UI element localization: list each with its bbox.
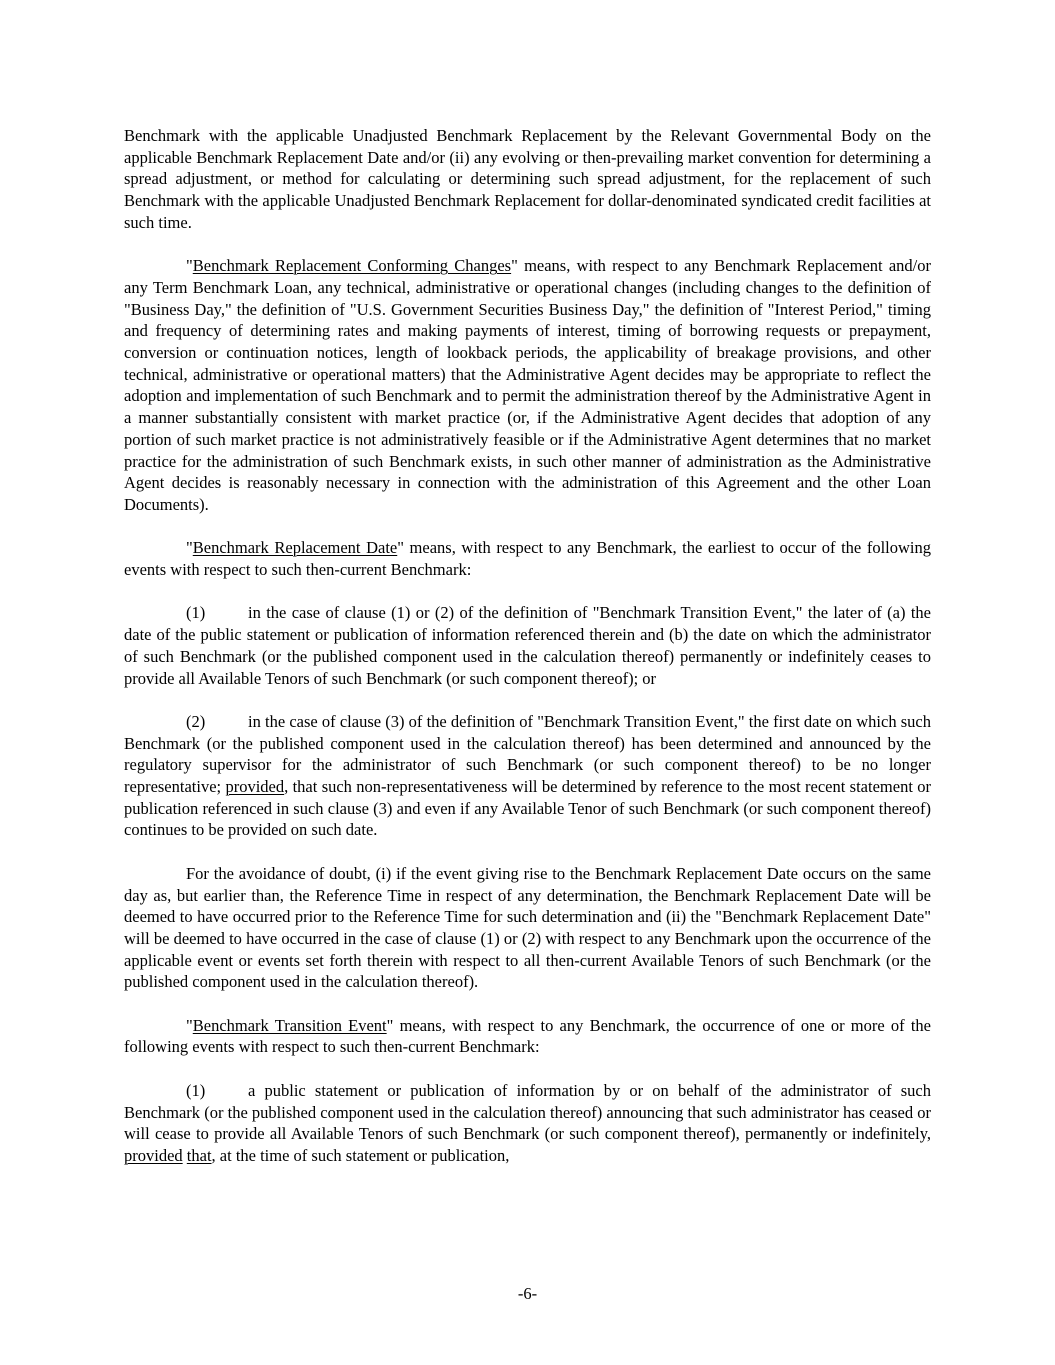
clause-text-continued: , at the time of such statement or publication, <box>211 1145 510 1165</box>
clause-item-1 <box>124 602 931 689</box>
clause-number: (2) <box>186 711 206 731</box>
quote-open: " <box>186 538 193 558</box>
definition-benchmark-replacement-date <box>124 537 931 580</box>
clause-item-1-transition <box>124 1080 931 1167</box>
proviso-term-that: that <box>186 1145 212 1165</box>
defined-term: Benchmark Transition Event <box>192 1015 387 1035</box>
defined-term: Benchmark Replacement Conforming Changes <box>192 256 512 276</box>
defined-term: Benchmark Replacement Date <box>192 538 398 558</box>
clause-text: in the case of clause (3) of the definition of "Benchmark Transition Event," the first date on which such Benchmark (or the published component used in the calculation thereof) has been determined and announced by the regulatory supervisor for the administrator of such Benchmark (or such component thereof) to be no longer representative; <box>124 711 931 797</box>
quote-open: " <box>186 1015 193 1035</box>
definition-text: " means, with respect to any Benchmark, the earliest to occur of the following events with respect to such then-current Benchmark: <box>124 538 931 580</box>
clause-number: (1) <box>186 1080 206 1100</box>
definition-benchmark-transition-event <box>124 1015 931 1058</box>
quote-open: " <box>186 256 193 276</box>
definition-text: " means, with respect to any Benchmark, the occurrence of one or more of the following events with respect to such then-current Benchmark: <box>124 1015 931 1057</box>
definition-text: " means, with respect to any Benchmark Replacement and/or any Term Benchmark Loan, any technical, administrative or operational changes (including changes to the definition of "Business Day," the definition of "U.S. Government Securities Business Day," the definition of "Interest Period," timing and frequency of determining rates and making payments of interest, timing of borrowing requests or prepayment, conversion or continuation notices, length of lookback periods, the applicability of breakage provisions, and other technical, administrative or operational matters) that the Administrative Agent decides may be appropriate to reflect the adoption and implementation of such Benchmark and to permit the administration thereof by the Administrative Agent in a manner substantially consistent with market practice (or, if the Administrative Agent decides that adoption of any portion of such market practice is not administratively feasible or if the Administrative Agent determines that no market practice for the administration of such Benchmark exists, in such other manner of administration as the Administrative Agent decides is reasonably necessary in connection with the administration of this Agreement and the other Loan Documents). <box>124 256 931 514</box>
page-number: -6- <box>517 1284 538 1303</box>
proviso-term: provided <box>124 1145 183 1165</box>
proviso-term: provided <box>225 777 285 797</box>
clause-item-2 <box>124 711 931 841</box>
clause-number: (1) <box>186 603 206 623</box>
document-body <box>124 125 931 1167</box>
paragraph-avoidance-of-doubt: For the avoidance of doubt, (i) if the event giving rise to the Benchmark Replacement Date occurs on the same day as, but earlier than, the Reference Time in respect of any determination, the Benchmark Replacement Date will be deemed to have occurred prior to the Reference Time for such determination and (ii) the "Benchmark Replacement Date" will be deemed to have occurred in the case of clause (1) or (2) with respect to any Benchmark upon the occurrence of the applicable event or events set forth therein with respect to all then-current Available Tenors of such Benchmark (or the published component used in the calculation thereof). <box>124 863 931 992</box>
definition-benchmark-replacement-conforming-changes <box>124 255 931 515</box>
paragraph-continuation: Benchmark with the applicable Unadjusted Benchmark Replacement by the Relevant Governmental Body on the applicable Benchmark Replacement Date and/or (ii) any evolving or then-prevailing market convention for determining a spread adjustment, or method for calculating or determining such spread adjustment, for the replacement of such Benchmark with the applicable Unadjusted Benchmark Replacement for dollar-denominated syndicated credit facilities at such time. <box>124 126 931 232</box>
clause-text: a public statement or publication of information by or on behalf of the administrator of such Benchmark (or the published component used in the calculation thereof) announcing that such administrator has ceased or will cease to provide all Available Tenors of such Benchmark (or such component thereof), permanently or indefinitely, <box>124 1080 931 1144</box>
clause-text: in the case of clause (1) or (2) of the definition of "Benchmark Transition Event," the later of (a) the date of the public statement or publication of information referenced therein and (b) the date on which the administrator of such Benchmark (or the published component used in the calculation thereof) permanently or indefinitely ceases to provide all Available Tenors of such Benchmark (or such component thereof); or <box>124 603 931 688</box>
clause-text-continued: , that such non-representativeness will be determined by reference to the most recent statement or publication referenced in such clause (3) and even if any Available Tenor of such Benchmark (or such component thereof) continues to be provided on such date. <box>124 777 931 840</box>
